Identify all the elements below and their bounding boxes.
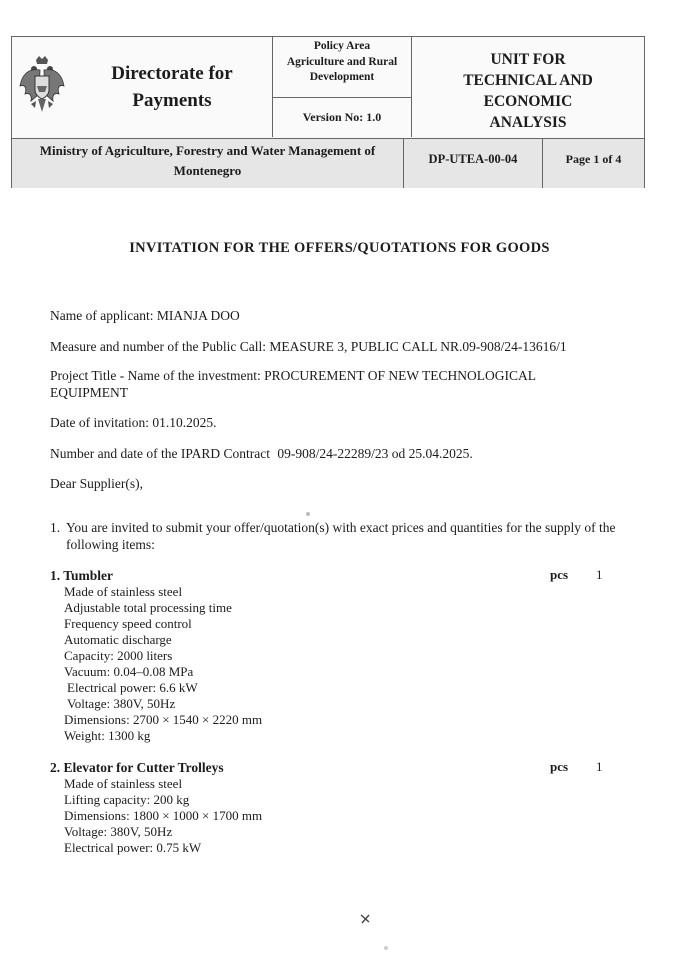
item-spec-list — [50, 776, 620, 856]
scan-speck — [382, 944, 390, 952]
scan-speck — [302, 508, 314, 520]
intro-paragraph — [50, 520, 620, 553]
field-applicant-name — [50, 307, 610, 324]
ministry-name: Ministry of Agriculture, Forestry and Water Management of Montenegro — [39, 143, 376, 178]
intro-number: 1. — [50, 520, 61, 535]
field-label: Project Title - Name of the investment: — [50, 368, 261, 383]
policy-area-label: Policy Area — [313, 40, 371, 52]
header-table — [11, 36, 645, 188]
policy-area-cell — [272, 37, 412, 98]
field-value: PROCUREMENT OF NEW TECHNOLOGICAL EQUIPMENT — [50, 368, 536, 400]
page-indicator: Page 1 of 4 — [565, 152, 622, 166]
spec-line: Made of stainless steel — [64, 776, 183, 791]
field-label: Number and date of the IPARD Contract — [50, 446, 270, 461]
directorate-name: Directorate for Payments — [111, 63, 233, 111]
spec-line: Automatic discharge — [64, 632, 172, 647]
coat-of-arms-logo — [12, 37, 72, 137]
document-title: INVITATION FOR THE OFFERS/QUOTATIONS FOR GOODS — [129, 240, 550, 256]
field-ipard-contract — [50, 445, 610, 462]
intro-text: You are invited to submit your offer/quotation(s) with exact prices and quantities for the supply of the following items: — [66, 520, 616, 552]
item-spec-list — [50, 584, 620, 744]
field-invitation-date — [50, 414, 610, 431]
item-unit: pcs — [550, 567, 569, 582]
unit-name: UNIT FOR TECHNICAL AND ECONOMIC ANALYSIS — [463, 51, 593, 131]
field-public-call — [50, 338, 610, 355]
spec-line: Vacuum: 0.04–0.08 MPa — [64, 664, 194, 679]
item-elevator — [50, 759, 620, 856]
policy-area-value: Agriculture and Rural Development — [286, 55, 398, 83]
field-project-title — [50, 367, 570, 401]
spec-line: Electrical power: 6.6 kW — [67, 680, 198, 695]
field-value: 01.10.2025. — [152, 415, 217, 430]
item-title: 2. Elevator for Cutter Trolleys — [50, 760, 224, 775]
spec-line: Dimensions: 1800 × 1000 × 1700 mm — [64, 808, 263, 823]
item-title: 1. Tumbler — [50, 568, 114, 583]
spec-line: Dimensions: 2700 × 1540 × 2220 mm — [64, 712, 263, 727]
field-label: Date of invitation: — [50, 415, 149, 430]
item-unit: pcs — [550, 759, 569, 774]
spec-line: Capacity: 2000 liters — [64, 648, 173, 663]
spec-line: Voltage: 380V, 50Hz — [64, 824, 173, 839]
spec-line: Voltage: 380V, 50Hz — [67, 696, 176, 711]
item-quantity: 1 — [596, 759, 603, 774]
greeting: Dear Supplier(s), — [50, 476, 143, 491]
spec-line: Made of stainless steel — [64, 584, 183, 599]
document-code: DP-UTEA-00-04 — [403, 139, 543, 188]
spec-line: Electrical power: 0.75 kW — [64, 840, 202, 855]
item-tumbler — [50, 567, 620, 744]
header-bottom-row — [12, 138, 644, 188]
field-value: MEASURE 3, PUBLIC CALL NR.09-908/24-13616/1 — [269, 339, 567, 354]
spec-line: Weight: 1300 kg — [64, 728, 151, 743]
spec-line: Lifting capacity: 200 kg — [64, 792, 190, 807]
spec-line: Adjustable total processing time — [64, 600, 232, 615]
version-number: Version No: 1.0 — [272, 98, 412, 137]
field-value: 09-908/24-22289/23 od 25.04.2025. — [277, 446, 473, 461]
header-top-row — [12, 37, 644, 137]
field-value: MIANJA DOO — [156, 308, 240, 323]
spec-line: Frequency speed control — [64, 616, 192, 631]
double-headed-eagle-icon — [17, 54, 67, 120]
scan-speck — [358, 912, 372, 926]
field-label: Name of applicant: — [50, 308, 154, 323]
field-label: Measure and number of the Public Call: — [50, 339, 266, 354]
item-quantity: 1 — [596, 567, 603, 582]
